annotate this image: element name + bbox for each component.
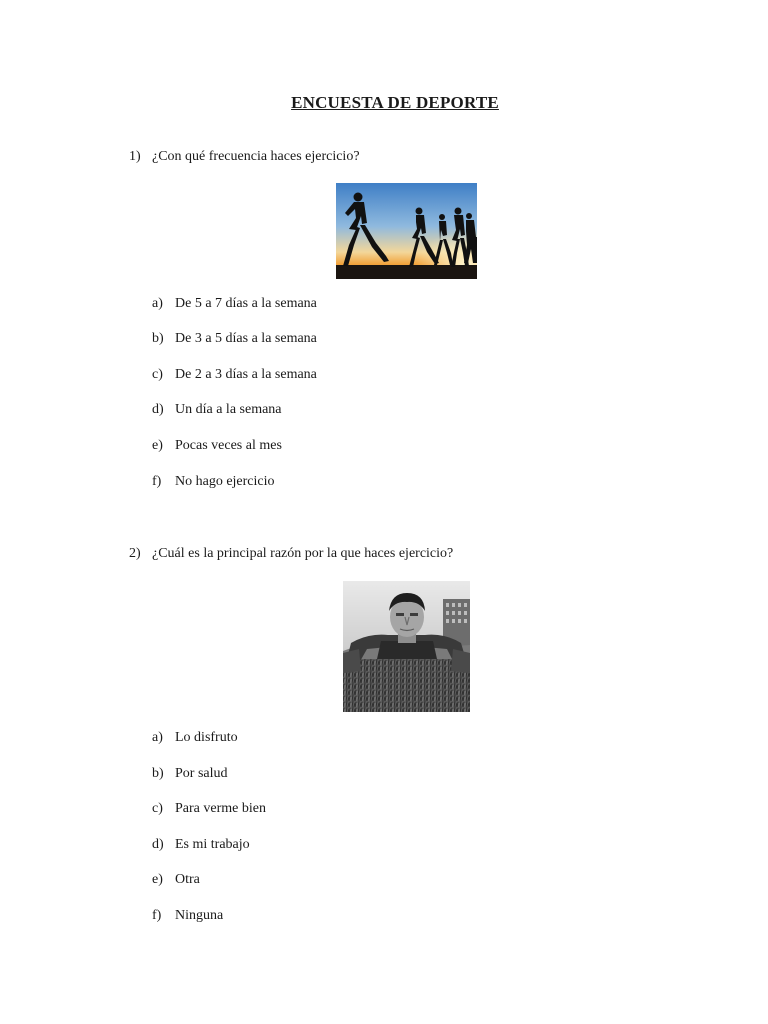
option-text: No hago ejercicio bbox=[175, 474, 275, 489]
runners-silhouette-image bbox=[336, 183, 477, 279]
question-2-option-c bbox=[152, 801, 266, 817]
option-text: Un día a la semana bbox=[175, 402, 282, 417]
option-text: De 3 a 5 días a la semana bbox=[175, 331, 317, 346]
option-text: De 2 a 3 días a la semana bbox=[175, 367, 317, 382]
question-2-option-f bbox=[152, 908, 223, 924]
option-letter: f) bbox=[152, 908, 162, 923]
question-2-option-b bbox=[152, 766, 228, 782]
option-text: Para verme bien bbox=[175, 801, 266, 816]
option-text: De 5 a 7 días a la semana bbox=[175, 296, 317, 311]
question-1-option-e bbox=[152, 438, 282, 454]
option-letter: e) bbox=[152, 438, 163, 453]
question-text: ¿Con qué frecuencia haces ejercicio? bbox=[152, 149, 360, 164]
option-letter: c) bbox=[152, 801, 163, 816]
option-letter: b) bbox=[152, 766, 164, 781]
option-letter: a) bbox=[152, 296, 163, 311]
question-2-option-e bbox=[152, 872, 200, 888]
option-text: Lo disfruto bbox=[175, 730, 238, 745]
question-number: 1) bbox=[129, 149, 141, 164]
option-letter: d) bbox=[152, 837, 164, 852]
question-2-option-d bbox=[152, 837, 250, 853]
question-2-option-a bbox=[152, 730, 238, 746]
option-letter: b) bbox=[152, 331, 164, 346]
option-text: Otra bbox=[175, 872, 200, 887]
option-letter: f) bbox=[152, 474, 162, 489]
question-1-option-a bbox=[152, 296, 317, 312]
survey-title: ENCUESTA DE DEPORTE bbox=[291, 93, 499, 112]
option-text: Es mi trabajo bbox=[175, 837, 250, 852]
option-letter: a) bbox=[152, 730, 163, 745]
question-1 bbox=[129, 149, 360, 165]
question-2 bbox=[129, 546, 453, 562]
option-letter: c) bbox=[152, 367, 163, 382]
pushups-man-image bbox=[343, 581, 470, 712]
option-text: Ninguna bbox=[175, 908, 224, 923]
option-letter: d) bbox=[152, 402, 164, 417]
question-text: ¿Cuál es la principal razón por la que haces ejercicio? bbox=[152, 546, 454, 561]
option-text: Pocas veces al mes bbox=[175, 438, 282, 453]
option-letter: e) bbox=[152, 872, 163, 887]
question-1-option-d bbox=[152, 402, 282, 418]
option-text: Por salud bbox=[175, 766, 228, 781]
question-number: 2) bbox=[129, 546, 141, 561]
question-1-option-c bbox=[152, 367, 317, 383]
question-1-option-f bbox=[152, 474, 275, 490]
question-1-option-b bbox=[152, 331, 317, 347]
